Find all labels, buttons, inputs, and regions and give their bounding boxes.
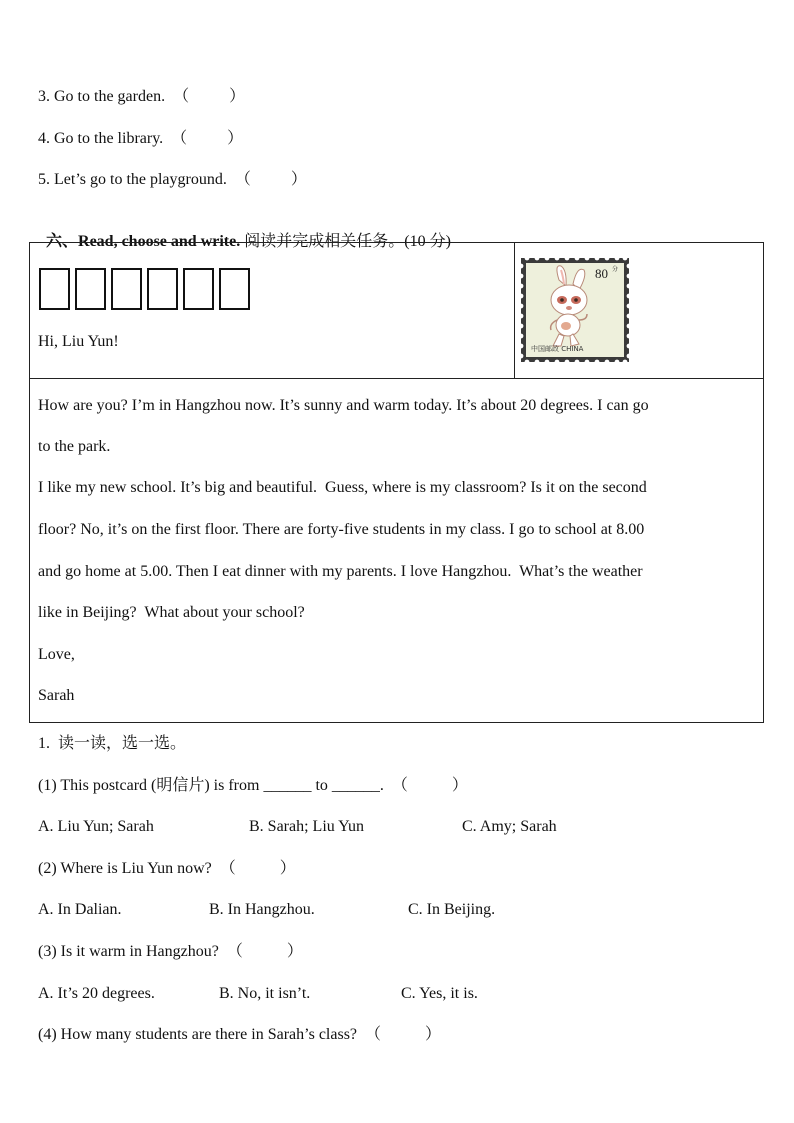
letter-signature: Sarah [38,687,75,704]
question-3: (3) Is it warm in Hangzhou? （ ） [38,943,303,960]
zip-code-boxes [39,268,250,310]
postcard-divider [514,242,515,379]
item-4: 4. Go to the library. （ ） [38,130,244,147]
question-2: (2) Where is Liu Yun now? （ ） [38,860,296,877]
zip-box[interactable] [219,268,250,310]
zip-box[interactable] [111,268,142,310]
zip-box[interactable] [147,268,178,310]
question-4: (4) How many students are there in Sarah’s class? （ ） [38,1026,442,1043]
zip-box[interactable] [75,268,106,310]
question-1: (1) This postcard (明信片) is from ______ to ______. （ ） [38,777,468,794]
q2-option-a[interactable]: A. In Dalian. [38,901,122,918]
task-title: 1. 读一读，选一选。 [38,735,187,752]
section-number: 六、 [46,233,79,250]
stamp-unit: 分 [612,267,619,273]
postcard-header-box [29,242,764,379]
zip-box[interactable] [39,268,70,310]
q1-option-c[interactable]: C. Amy; Sarah [462,818,557,835]
letter-line: floor? No, it’s on the first floor. There are forty-five students in my class. I go to school at 8.00 [38,521,645,538]
postcard-body-box [29,378,764,723]
q3-option-a[interactable]: A. It’s 20 degrees. [38,985,155,1002]
q3-option-c[interactable]: C. Yes, it is. [401,985,478,1002]
q2-option-c[interactable]: C. In Beijing. [408,901,496,918]
letter-closing: Love, [38,646,75,663]
letter-line: and go home at 5.00. Then I eat dinner with my parents. I love Hangzhou. What’s the weather [38,563,643,580]
section-title-en: Read, choose and write. [78,233,241,250]
letter-line: like in Beijing? What about your school? [38,604,305,621]
item-3: 3. Go to the garden. （ ） [38,88,246,105]
section-score: (10 分) [404,233,451,250]
stamp-rabbit-icon [521,258,629,362]
q2-option-b[interactable]: B. In Hangzhou. [209,901,315,918]
postcard-greeting: Hi, Liu Yun! [38,333,119,350]
letter-line: to the park. [38,438,111,455]
zip-box[interactable] [183,268,214,310]
q3-option-b[interactable]: B. No, it isn’t. [219,985,311,1002]
letter-line: How are you? I’m in Hangzhou now. It’s sunny and warm today. It’s about 20 degrees. I can go [38,397,649,414]
letter-line: I like my new school. It’s big and beautiful. Guess, where is my classroom? Is it on the second [38,479,647,496]
stamp-country: 中国邮政 CHINA [531,345,584,353]
q1-option-b[interactable]: B. Sarah; Liu Yun [249,818,364,835]
stamp-value: 80 [595,266,608,281]
section-title-cn: 阅读并完成相关任务。 [240,233,405,250]
q1-option-a[interactable]: A. Liu Yun; Sarah [38,818,154,835]
item-5: 5. Let’s go to the playground. （ ） [38,171,307,188]
